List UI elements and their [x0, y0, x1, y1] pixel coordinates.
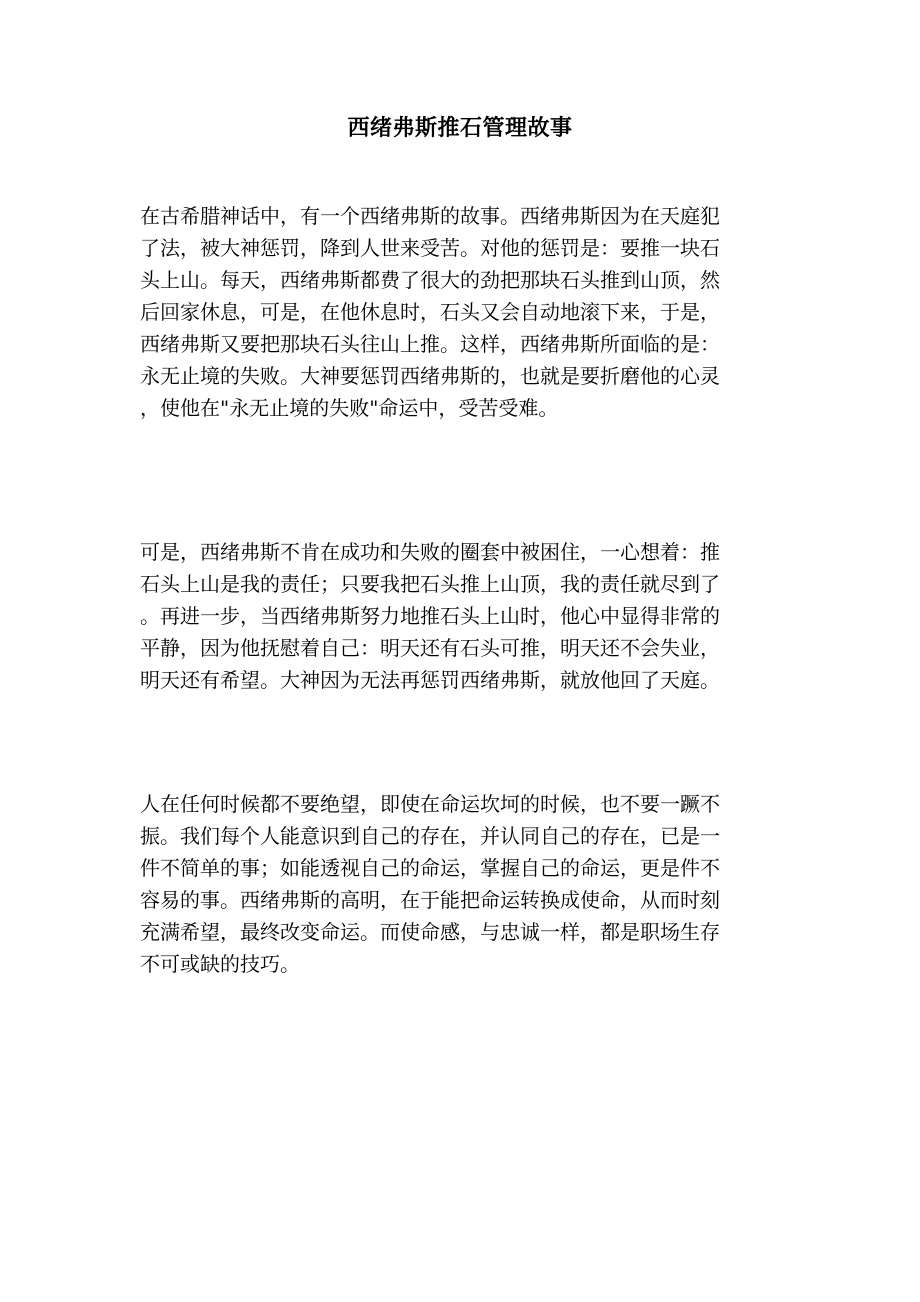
text-line: 不可或缺的技巧。 [140, 952, 300, 976]
text-line: ，使他在"永无止境的失败"命运中，受苦受难。 [140, 396, 559, 420]
text-line: 容易的事。西绪弗斯的高明，在于能把命运转换成使命，从而时刻 [140, 888, 720, 912]
paragraph-2 [140, 536, 770, 696]
document-title: 西绪弗斯推石管理故事 [347, 115, 573, 141]
text-line: 西绪弗斯又要把那块石头往山上推。这样，西绪弗斯所面临的是： [140, 332, 720, 356]
text-line: 石头上山是我的责任；只要我把石头推上山顶，我的责任就尽到了 [140, 572, 720, 596]
text-line: 在古希腊神话中，有一个西绪弗斯的故事。西绪弗斯因为在天庭犯 [140, 204, 720, 228]
text-line: 件不简单的事；如能透视自己的命运，掌握自己的命运，更是件不 [140, 856, 720, 880]
text-line: 可是，西绪弗斯不肯在成功和失败的圈套中被困住，一心想着：推 [140, 540, 720, 564]
text-line: 振。我们每个人能意识到自己的存在，并认同自己的存在，已是一 [140, 824, 720, 848]
text-line: 明天还有希望。大神因为无法再惩罚西绪弗斯，就放他回了天庭。 [140, 668, 720, 692]
text-line: 了法，被大神惩罚，降到人世来受苦。对他的惩罚是：要推一块石 [140, 236, 720, 260]
paragraph-3 [140, 788, 770, 980]
text-line: 后回家休息，可是，在他休息时，石头又会自动地滚下来，于是， [140, 300, 720, 324]
paragraph-1 [140, 200, 770, 424]
text-line: 人在任何时候都不要绝望，即使在命运坎坷的时候，也不要一蹶不 [140, 792, 720, 816]
text-line: 永无止境的失败。大神要惩罚西绪弗斯的，也就是要折磨他的心灵 [140, 364, 720, 388]
text-line: 充满希望，最终改变命运。而使命感，与忠诚一样，都是职场生存 [140, 920, 720, 944]
text-line: 头上山。每天，西绪弗斯都费了很大的劲把那块石头推到山顶，然 [140, 268, 720, 292]
text-line: 平静，因为他抚慰着自己：明天还有石头可推，明天还不会失业， [140, 636, 720, 660]
text-line: 。再进一步，当西绪弗斯努力地推石头上山时，他心中显得非常的 [140, 604, 720, 628]
